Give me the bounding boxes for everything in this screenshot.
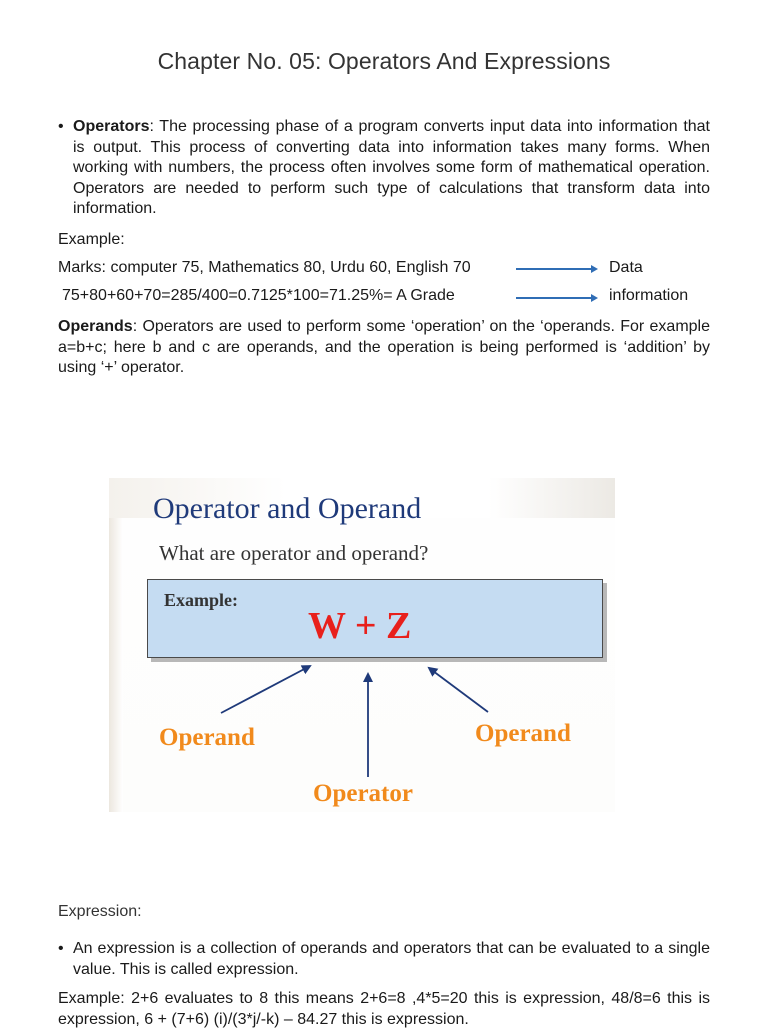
marks-arrow xyxy=(516,268,594,270)
operator-label: Operator xyxy=(313,780,413,807)
right-operand-label: Operand xyxy=(475,720,571,747)
left-operand-label: Operand xyxy=(159,724,255,751)
expression-bullet xyxy=(58,939,710,980)
figure-arrows xyxy=(109,478,615,812)
operands-term: Operands xyxy=(58,318,133,335)
operators-bullet xyxy=(58,117,710,220)
expression-example: Example: 2+6 evaluates to 8 this means 2+6=8 ,4*5=20 this is expression, 48/8=6 this is expression, 6 + (7+6) (i)/(3*j/-k) – 84.27 this is expression. xyxy=(58,990,710,1028)
right-operand-arrow xyxy=(429,668,488,712)
operators-text: : The processing phase of a program converts input data into information that is output. This process of converting data into information takes many forms. When working with numbers, the process often involves some form of mathematical operation. Operators are needed to perform such type of calculations that transform data into information. xyxy=(73,118,710,218)
marks-result: Data xyxy=(609,259,643,276)
calc-result: information xyxy=(609,287,689,304)
page-title: Chapter No. 05: Operators And Expressions xyxy=(157,48,611,74)
calc-line: 75+80+60+70=285/400=0.7125*100=71.25%= A Grade xyxy=(62,287,455,304)
example-box-label: Example: xyxy=(164,590,238,610)
operator-operand-figure xyxy=(109,478,615,812)
operators-term: Operators xyxy=(73,118,150,135)
expression-bullet-text: An expression is a collection of operands and operators that can be evaluated to a single value. This is called expression. xyxy=(73,940,710,978)
expression-text: W + Z xyxy=(308,605,412,647)
example-label: Example: xyxy=(58,231,125,248)
marks-line: Marks: computer 75, Mathematics 80, Urdu 60, English 70 xyxy=(58,259,471,276)
left-operand-arrow xyxy=(221,666,310,713)
bullet-dot: • xyxy=(58,118,64,135)
bullet-dot: • xyxy=(58,940,64,957)
operands-paragraph xyxy=(58,317,710,379)
calc-arrow xyxy=(516,297,594,299)
figure-title: Operator and Operand xyxy=(153,492,422,525)
figure-subtitle: What are operator and operand? xyxy=(159,541,429,565)
operands-text: : Operators are used to perform some ‘operation’ on the ‘operands. For example a=b+c; here b and c are operands, and the operation is being performed is ‘addition’ by using ‘+’ operator. xyxy=(58,318,710,377)
expression-heading: Expression: xyxy=(58,903,142,920)
